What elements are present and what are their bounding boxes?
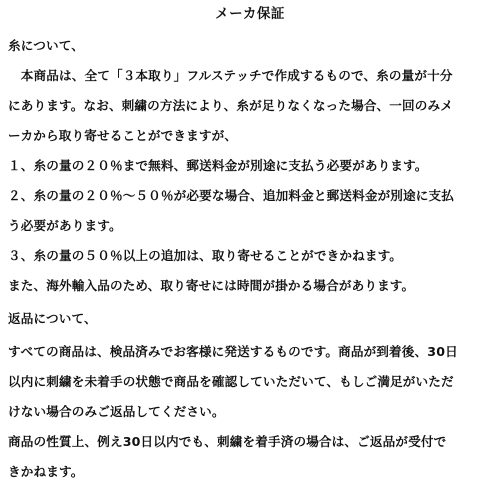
thread-line-6: う必要があります。 [8,218,122,233]
thread-line-8: また、海外輸入品のため、取り寄せには時間が掛かる場合があります。 [8,278,415,293]
thread-line-5: ２、糸の量の２０％～５０％が必要な場合、追加料金と郵送料金が別途に支払 [8,188,455,203]
thread-line-7: ３、糸の量の５０％以上の追加は、取り寄せることができかねます。 [8,248,403,263]
return-line-2: 以内に刺繍を未着手の状態で商品を確認していただいて、もしご満足がいただ [8,374,454,389]
return-line-4: 商品の性質上、例え30日以内でも、刺繍を着手済の場合は、ご返品が受付で [8,434,447,449]
return-line-1: すべての商品は、検品済みでお客様に発送するものです。商品が到着後、30日 [8,344,458,359]
return-line-3: けない場合のみご返品してください。 [8,404,225,419]
thread-line-1: 本商品は、全て「３本取り」フルステッチで作成するもので、糸の量が十分 [8,68,453,83]
thread-line-3: ーカから取り寄せることができますが、 [8,128,238,143]
return-section-heading: 返品について、 [8,311,97,326]
thread-line-4: １、糸の量の２０％まで無料、郵送料金が別途に支払う必要があります。 [8,158,428,173]
return-line-5: きかねます。 [8,464,84,479]
thread-line-2: にあります。なお、刺繍の方法により、糸が足りなくなった場合、一回のみメ [8,98,454,113]
document-title: メーカ保証 [215,6,285,22]
thread-section-heading: 糸について、 [8,38,84,53]
